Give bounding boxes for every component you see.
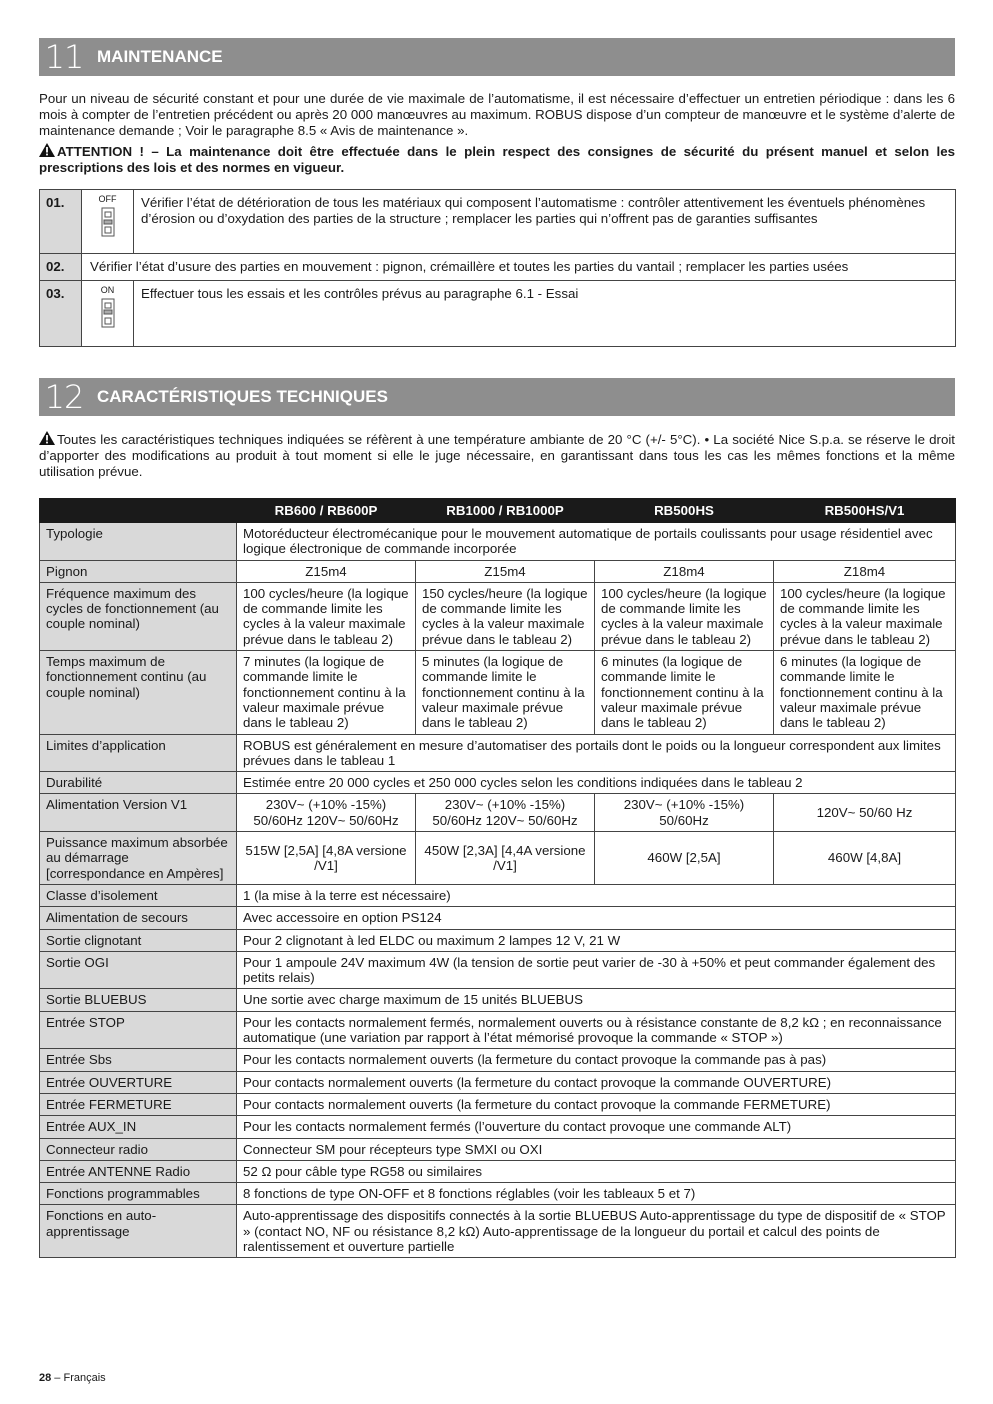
table-row [40, 772, 956, 794]
spec-value: 100 cycles/heure (la logique de commande limite les cycles à la valeur maximale prévue dans le tableau 2) [595, 582, 774, 650]
spec-value: Pour les contacts normalement fermés (l’ouverture du contact provoque une commande ALT) [237, 1116, 956, 1138]
table-row [40, 1116, 956, 1138]
table-row [40, 523, 956, 561]
spec-label: Classe d’isolement [40, 884, 237, 906]
table-row [40, 582, 956, 650]
spec-value: Estimée entre 20 000 cycles et 250 000 cycles selon les conditions indiquées dans le tableau 2 [237, 772, 956, 794]
spec-label: Entrée STOP [40, 1011, 237, 1049]
table-row [40, 989, 956, 1011]
spec-label: Entrée FERMETURE [40, 1093, 237, 1115]
table-row [40, 560, 956, 582]
table-row [40, 1138, 956, 1160]
spec-label: Fréquence maximum des cycles de fonctionnement (au couple nominal) [40, 582, 237, 650]
spec-label: Alimentation Version V1 [40, 794, 237, 832]
spec-value: Z15m4 [237, 560, 416, 582]
header-model: RB600 / RB600P [237, 499, 416, 523]
spec-value: Une sortie avec charge maximum de 15 unités BLUEBUS [237, 989, 956, 1011]
section-title: CARACTÉRISTIQUES TECHNIQUES [97, 387, 388, 406]
spec-label: Fonctions programmables [40, 1183, 237, 1205]
switch-off-icon: OFF [82, 190, 134, 254]
spec-value: Connecteur SM pour récepteurs type SMXI ou OXI [237, 1138, 956, 1160]
spec-label: Sortie clignotant [40, 929, 237, 951]
spec-value: Z15m4 [416, 560, 595, 582]
maintenance-intro: Pour un niveau de sécurité constant et pour une durée de vie maximale de l’automatisme, il est nécessaire d’effectuer un entretien périodique : dans les 6 mois à compter de l’entretien précédent ou après 20 000 manœuvres au maximum. ROBUS dispose d’un compteur de manœuvre et le système d’alerte de maintenance demande ; Voir le paragraphe 8.5 « Avis de maintenance ». [39, 91, 955, 138]
table-row [40, 1049, 956, 1071]
step-text: Vérifier l’état d’usure des parties en mouvement : pignon, crémaillère et toutes les parties du vantail ; remplacer les parties usées [82, 254, 956, 281]
table-header-row [40, 499, 956, 523]
step-number: 02. [40, 254, 82, 281]
table-row [40, 794, 956, 832]
step-text: Effectuer tous les essais et les contrôles prévus au paragraphe 6.1 - Essai [134, 281, 956, 347]
spec-label: Sortie BLUEBUS [40, 989, 237, 1011]
specs-table [39, 498, 956, 1258]
spec-value: Motoréducteur électromécanique pour le mouvement automatique de portails coulissants pour usage résidentiel avec logique électronique de commande incorporée [237, 523, 956, 561]
maintenance-table [39, 189, 956, 347]
spec-value: 1 (la mise à la terre est nécessaire) [237, 884, 956, 906]
page-language: – Français [51, 1372, 106, 1384]
header-model: RB1000 / RB1000P [416, 499, 595, 523]
spec-value: 100 cycles/heure (la logique de commande limite les cycles à la valeur maximale prévue dans le tableau 2) [774, 582, 956, 650]
spec-label: Durabilité [40, 772, 237, 794]
section-number: 11 [44, 38, 84, 76]
spec-value: 450W [2,3A] [4,4A versione /V1] [416, 832, 595, 885]
header-model: RB500HS [595, 499, 774, 523]
table-row [40, 1205, 956, 1258]
table-row [40, 1183, 956, 1205]
specs-note: Toutes les caractéristiques techniques indiquées se réfèrent à une température ambiante de 20 °C (+/- 5°C). • La société Nice S.p.a. se réserve le droit d’apporter des modifications au produit à tout moment si elle le juge nécessaire, en garantissant dans tous les cas les mêmes fonctions et la même utilisation prévue. [39, 432, 955, 479]
table-row [40, 1160, 956, 1182]
spec-label: Limites d’application [40, 734, 237, 772]
warning-icon [39, 143, 55, 157]
spec-label: Alimentation de secours [40, 907, 237, 929]
warning-icon [39, 431, 55, 445]
step-number: 01. [40, 190, 82, 254]
spec-label: Typologie [40, 523, 237, 561]
spec-label: Pignon [40, 560, 237, 582]
spec-value: 8 fonctions de type ON-OFF et 8 fonctions réglables (voir les tableaux 5 et 7) [237, 1183, 956, 1205]
spec-value: 7 minutes (la logique de commande limite le fonctionnement continu à la valeur maximale prévue dans le tableau 2) [237, 651, 416, 734]
table-row [40, 734, 956, 772]
table-row [40, 190, 956, 254]
spec-value: 460W [4,8A] [774, 832, 956, 885]
spec-value: Pour les contacts normalement ouverts (la fermeture du contact provoque la commande pas à pas) [237, 1049, 956, 1071]
header-blank [40, 499, 237, 523]
spec-value: Pour 2 clignotant à led ELDC ou maximum 2 lampes 12 V, 21 W [237, 929, 956, 951]
spec-label: Sortie OGI [40, 951, 237, 989]
maintenance-warning: ATTENTION ! – La maintenance doit être effectuée dans le plein respect des consignes de sécurité du présent manuel et selon les prescriptions des lois et des normes en vigueur. [39, 144, 955, 175]
spec-label: Entrée OUVERTURE [40, 1071, 237, 1093]
spec-value: 5 minutes (la logique de commande limite le fonctionnement continu à la valeur maximale prévue dans le tableau 2) [416, 651, 595, 734]
page-footer [39, 1372, 106, 1384]
spec-value: Auto-apprentissage des dispositifs connectés à la sortie BLUEBUS Auto-apprentissage du type de dispositif de « STOP » (contact NO, NF ou résistance 8,2 kΩ) Auto-apprentissage de la longueur du portail et calcul des points de ralentissement et ouverture partielle [237, 1205, 956, 1258]
spec-value: 6 minutes (la logique de commande limite le fonctionnement continu à la valeur maximale prévue dans le tableau 2) [595, 651, 774, 734]
spec-value: 100 cycles/heure (la logique de commande limite les cycles à la valeur maximale prévue dans le tableau 2) [237, 582, 416, 650]
step-number: 03. [40, 281, 82, 347]
spec-value: Pour contacts normalement ouverts (la fermeture du contact provoque la commande FERMETURE) [237, 1093, 956, 1115]
spec-value: 515W [2,5A] [4,8A versione /V1] [237, 832, 416, 885]
table-row [40, 929, 956, 951]
spec-value: Z18m4 [774, 560, 956, 582]
spec-value: Pour les contacts normalement fermés, normalement ouverts ou à résistance constante de 8,2 kΩ ; en reconnaissance automatique (une variation par rapport à l’état mémorisé provoque la commande « STOP ») [237, 1011, 956, 1049]
spec-label: Entrée Sbs [40, 1049, 237, 1071]
section-11-header [39, 38, 955, 76]
table-row [40, 1071, 956, 1093]
table-row [40, 1093, 956, 1115]
table-row [40, 651, 956, 734]
spec-label: Entrée ANTENNE Radio [40, 1160, 237, 1182]
spec-value: 6 minutes (la logique de commande limite le fonctionnement continu à la valeur maximale prévue dans le tableau 2) [774, 651, 956, 734]
spec-value: 230V~ (+10% -15%) 50/60Hz 120V~ 50/60Hz [237, 794, 416, 832]
section-12-header [39, 378, 955, 416]
section-number: 12 [44, 378, 84, 416]
spec-label: Entrée AUX_IN [40, 1116, 237, 1138]
table-row [40, 281, 956, 347]
spec-value: 52 Ω pour câble type RG58 ou similaires [237, 1160, 956, 1182]
spec-value: Pour 1 ampoule 24V maximum 4W (la tension de sortie peut varier de -30 à +50% et peut commander également des petits relais) [237, 951, 956, 989]
spec-value: 230V~ (+10% -15%) 50/60Hz [595, 794, 774, 832]
table-row [40, 254, 956, 281]
spec-value: Avec accessoire en option PS124 [237, 907, 956, 929]
header-model: RB500HS/V1 [774, 499, 956, 523]
table-row [40, 907, 956, 929]
spec-label: Fonctions en auto-apprentissage [40, 1205, 237, 1258]
table-row [40, 1011, 956, 1049]
table-row [40, 884, 956, 906]
spec-value: Pour contacts normalement ouverts (la fermeture du contact provoque la commande OUVERTURE) [237, 1071, 956, 1093]
section-title: MAINTENANCE [97, 47, 223, 66]
spec-value: 120V~ 50/60 Hz [774, 794, 956, 832]
spec-label: Puissance maximum absorbée au démarrage [correspondance en Ampères] [40, 832, 237, 885]
table-row [40, 951, 956, 989]
spec-value: 150 cycles/heure (la logique de commande limite les cycles à la valeur maximale prévue dans le tableau 2) [416, 582, 595, 650]
spec-label: Connecteur radio [40, 1138, 237, 1160]
spec-label: Temps maximum de fonctionnement continu (au couple nominal) [40, 651, 237, 734]
spec-value: 460W [2,5A] [595, 832, 774, 885]
spec-value: ROBUS est généralement en mesure d’automatiser des portails dont le poids ou la longueur correspondent aux limites prévues dans le tableau 1 [237, 734, 956, 772]
page-number: 28 [39, 1372, 52, 1384]
switch-on-icon: ON [82, 281, 134, 347]
spec-value: 230V~ (+10% -15%) 50/60Hz 120V~ 50/60Hz [416, 794, 595, 832]
table-row [40, 832, 956, 885]
spec-value: Z18m4 [595, 560, 774, 582]
step-text: Vérifier l’état de détérioration de tous les matériaux qui composent l’automatisme : contrôler attentivement les éventuels phénomènes d’érosion ou d’oxydation des parties de la structure ; remplacer les parties qui n’offrent pas de garanties suffisantes [134, 190, 956, 254]
